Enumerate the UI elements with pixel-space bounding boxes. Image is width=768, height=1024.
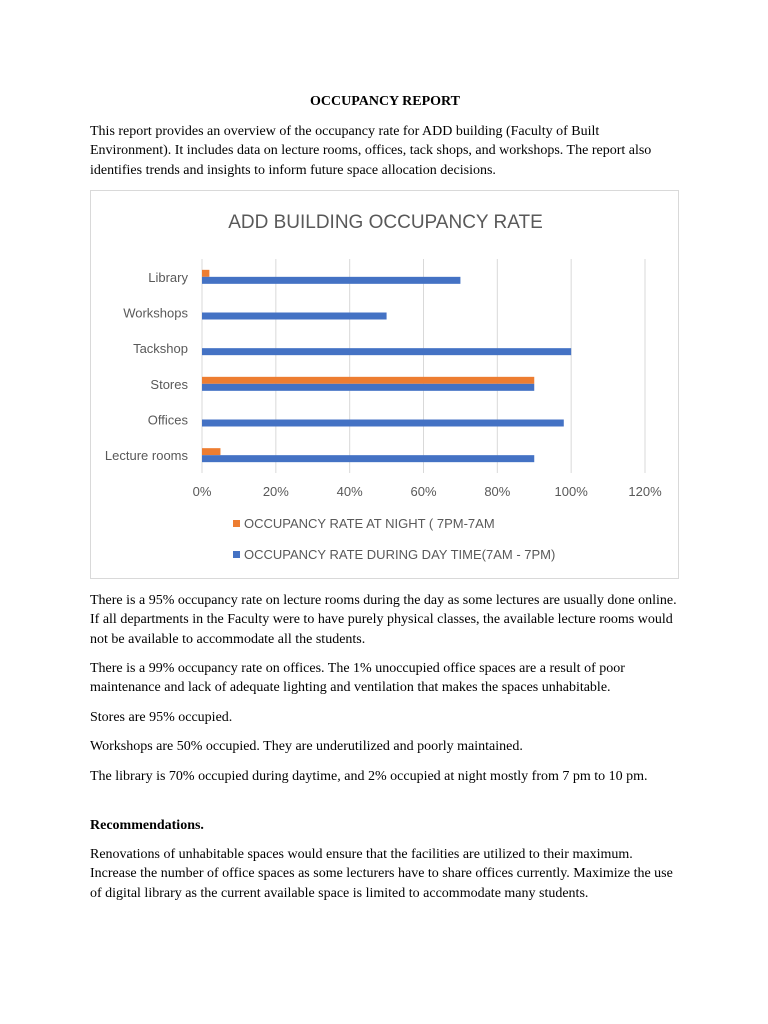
- category-label: Library: [148, 269, 188, 285]
- category-label: Workshops: [123, 305, 188, 321]
- legend-swatch: [233, 520, 240, 527]
- offices-paragraph: There is a 99% occupancy rate on offices. The 1% unoccupied office spaces are a result of poor maintenance and lack of adequate lighting and ventilation that makes the spaces unhabitable.: [90, 661, 625, 696]
- x-tick-label: 20%: [262, 484, 289, 499]
- legend-label: OCCUPANCY RATE AT NIGHT ( 7PM-7AM: [244, 516, 495, 531]
- day-bar: [202, 420, 564, 427]
- chart-title: ADD BUILDING OCCUPANCY RATE: [228, 212, 543, 233]
- night-bar: [202, 377, 534, 384]
- legend-swatch: [233, 551, 240, 558]
- stores-paragraph: Stores are 95% occupied.: [90, 710, 233, 725]
- x-tick-label: 120%: [628, 484, 662, 499]
- intro-paragraph: This report provides an overview of the occupancy rate for ADD building (Faculty of Built Environment). It includes data on lecture rooms, offices, tack shops, and workshops. The report also identifies trends and insights to inform future space allocation decisions.: [90, 124, 652, 178]
- day-bar: [202, 313, 387, 320]
- day-bar: [202, 384, 534, 391]
- night-bar: [202, 270, 209, 277]
- lecture-rooms-paragraph: There is a 95% occupancy rate on lecture rooms during the day as some lectures are usually done online. If all departments in the Faculty were to have purely physical classes, the available lecture rooms would not be available to accommodate all the students.: [90, 593, 677, 647]
- day-bar: [202, 348, 571, 355]
- recommendations-heading: Recommendations.: [90, 818, 204, 833]
- day-bar: [202, 455, 534, 462]
- x-tick-label: 40%: [336, 484, 363, 499]
- legend-label: OCCUPANCY RATE DURING DAY TIME(7AM - 7PM): [244, 547, 556, 562]
- night-bar: [202, 448, 220, 455]
- chart-svg: [91, 191, 680, 580]
- day-bar: [202, 277, 460, 284]
- x-tick-label: 0%: [192, 484, 212, 499]
- report-title: OCCUPANCY REPORT: [309, 94, 460, 109]
- category-label: Tackshop: [133, 341, 188, 357]
- x-tick-label: 100%: [554, 484, 588, 499]
- library-paragraph: The library is 70% occupied during daytime, and 2% occupied at night mostly from 7 pm to 10 pm.: [90, 769, 648, 784]
- category-label: Stores: [150, 376, 188, 392]
- occupancy-chart: [90, 190, 679, 579]
- workshops-paragraph: Workshops are 50% occupied. They are underutilized and poorly maintained.: [90, 739, 523, 754]
- recommendations-paragraph: Renovations of unhabitable spaces would ensure that the facilities are utilized to their maximum. Increase the number of office spaces as some lecturers have to share offices currently. Maximize the use of digital library as the current available space is limited to accommodate many students.: [90, 847, 673, 901]
- x-tick-label: 60%: [410, 484, 437, 499]
- category-label: Lecture rooms: [104, 448, 188, 464]
- x-tick-label: 80%: [484, 484, 511, 499]
- category-label: Offices: [147, 412, 188, 428]
